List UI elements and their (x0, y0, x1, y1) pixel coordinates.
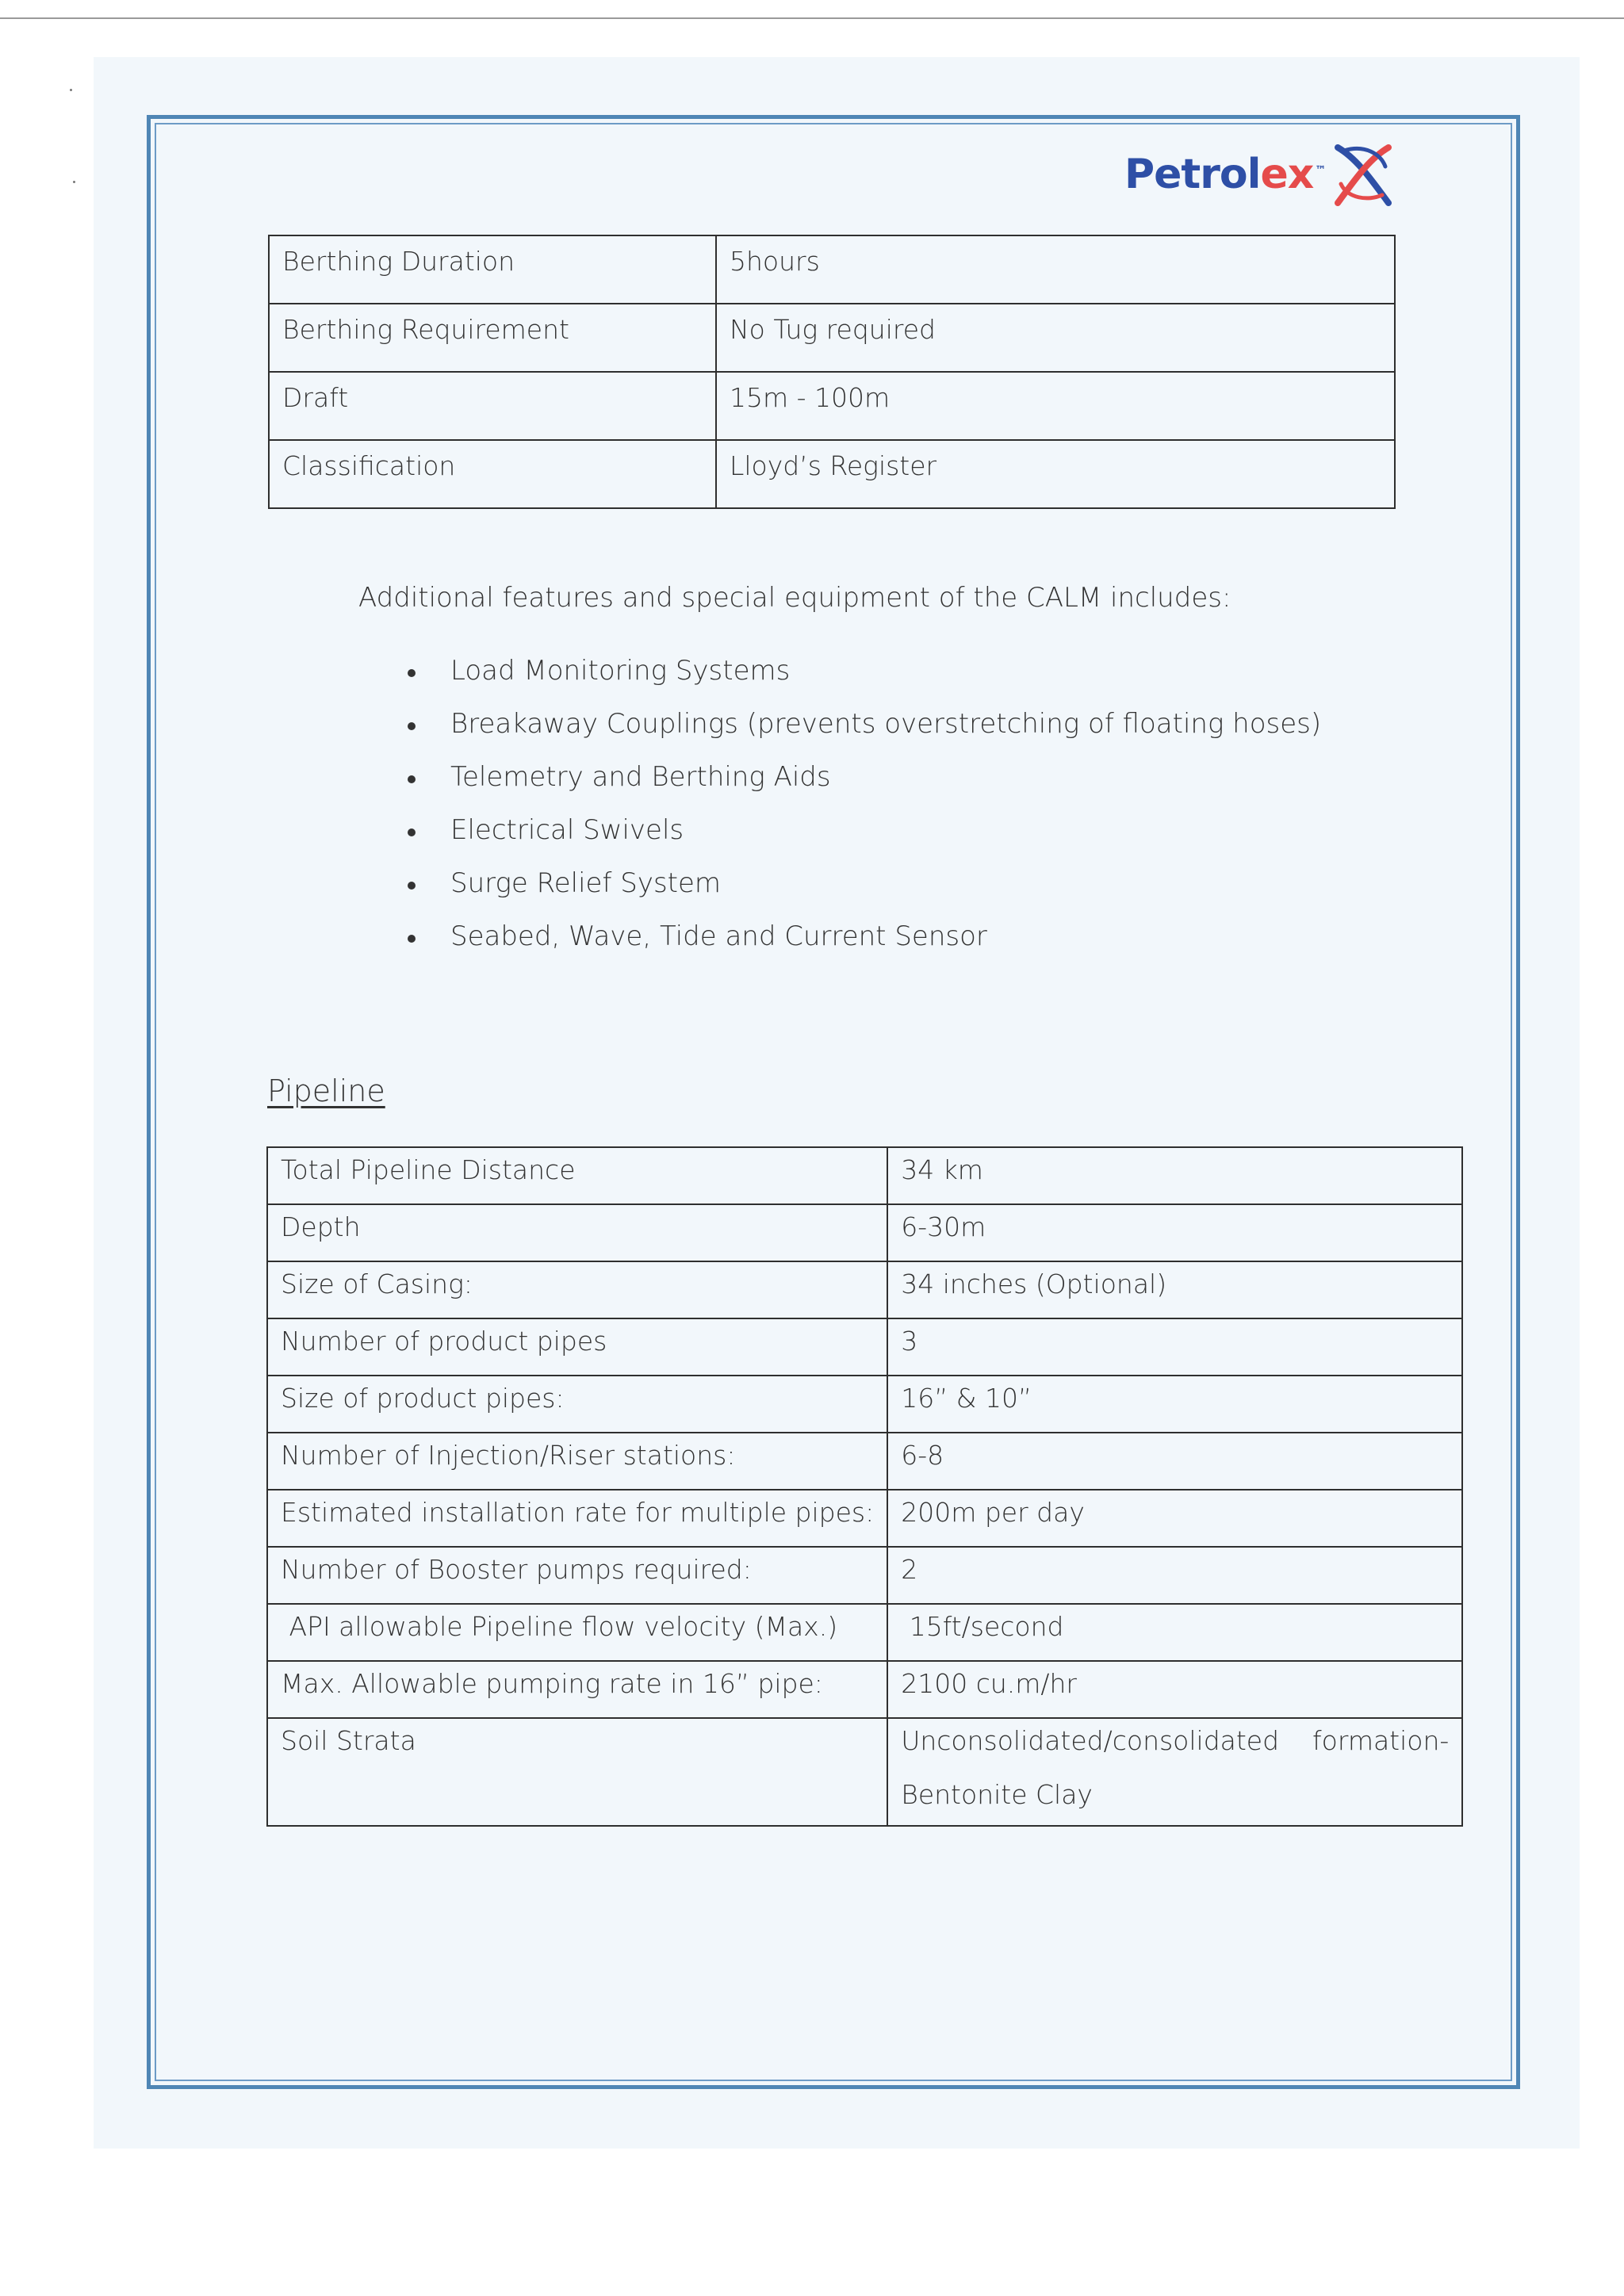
row-value: 34 km (887, 1147, 1462, 1204)
row-label: Size of product pipes: (267, 1376, 887, 1433)
table-row (267, 1604, 1462, 1661)
row-value: 16” & 10” (887, 1376, 1462, 1433)
row-label: Estimated installation rate for multiple pipes: (267, 1490, 887, 1547)
table-row (269, 304, 1395, 372)
pipeline-heading: Pipeline (267, 1073, 385, 1108)
row-label: Total Pipeline Distance (267, 1147, 887, 1204)
scan-edge-line (0, 17, 1624, 19)
scan-speck (73, 181, 75, 183)
scan-speck (70, 89, 72, 91)
row-label: Classification (269, 440, 716, 508)
row-value-line: Bentonite Clay (901, 1779, 1093, 1810)
list-item: Load Monitoring Systems (406, 655, 1321, 708)
row-label: Berthing Duration (269, 235, 716, 304)
row-value: No Tug required (716, 304, 1395, 372)
table-row (267, 1204, 1462, 1261)
row-label: Depth (267, 1204, 887, 1261)
row-value: 3 (887, 1318, 1462, 1376)
row-label: Draft (269, 372, 716, 440)
list-item: Surge Relief System (406, 867, 1321, 920)
row-label: Number of Injection/Riser stations: (267, 1433, 887, 1490)
list-item: Seabed, Wave, Tide and Current Sensor (406, 920, 1321, 974)
table-row (267, 1547, 1462, 1604)
row-value: 200m per day (887, 1490, 1462, 1547)
petrolex-logo (1124, 143, 1393, 206)
table-row (267, 1147, 1462, 1204)
row-value: 15ft/second (887, 1604, 1462, 1661)
table-row (269, 372, 1395, 440)
row-value: 6-8 (887, 1433, 1462, 1490)
row-label: Number of product pipes (267, 1318, 887, 1376)
table-row (267, 1718, 1462, 1826)
row-value: 2 (887, 1547, 1462, 1604)
row-label: API allowable Pipeline flow velocity (Max.) (267, 1604, 887, 1661)
row-value: 34 inches (Optional) (887, 1261, 1462, 1318)
list-item: Electrical Swivels (406, 814, 1321, 867)
row-label: Number of Booster pumps required: (267, 1547, 887, 1604)
features-list (406, 655, 1321, 974)
features-intro: Additional features and special equipment of the CALM includes: (358, 582, 1231, 614)
logo-wordmark: Petrolex ™ (1124, 151, 1326, 198)
table-row (267, 1490, 1462, 1547)
table-row (269, 235, 1395, 304)
table-row (267, 1261, 1462, 1318)
list-item: Breakaway Couplings (prevents overstretching of floating hoses) (406, 708, 1321, 761)
table-row (267, 1376, 1462, 1433)
row-label: Soil Strata (267, 1718, 887, 1826)
row-value: Lloyd’s Register (716, 440, 1395, 508)
table-row (267, 1318, 1462, 1376)
pipeline-table (266, 1146, 1463, 1827)
table-row (267, 1433, 1462, 1490)
row-label: Size of Casing: (267, 1261, 887, 1318)
row-value (887, 1718, 1462, 1826)
row-label: Max. Allowable pumping rate in 16” pipe: (267, 1661, 887, 1718)
row-value: 2100 cu.m/hr (887, 1661, 1462, 1718)
row-value: 5hours (716, 235, 1395, 304)
row-value-line: Unconsolidated/consolidated formation- (901, 1725, 1450, 1756)
logo-mark-icon (1333, 143, 1393, 206)
row-value: 6-30m (887, 1204, 1462, 1261)
berthing-table (268, 235, 1396, 509)
table-row (267, 1661, 1462, 1718)
row-label: Berthing Requirement (269, 304, 716, 372)
row-value: 15m - 100m (716, 372, 1395, 440)
list-item: Telemetry and Berthing Aids (406, 761, 1321, 814)
table-row (269, 440, 1395, 508)
